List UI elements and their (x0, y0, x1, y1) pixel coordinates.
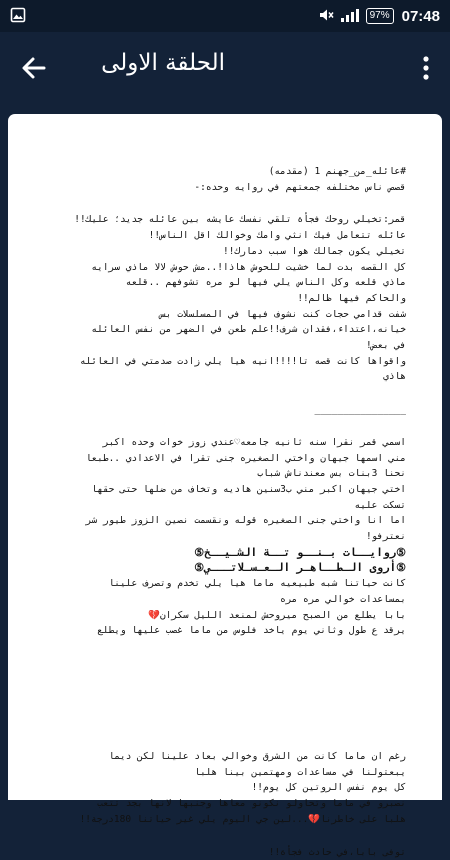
mute-icon (318, 7, 334, 26)
spacer (22, 639, 406, 749)
more-vertical-icon (416, 52, 436, 84)
doc-line: عائله تتعامل فيك انثي وامك وخوالك اقل الناس!! (22, 228, 406, 244)
doc-line: اسمي قمر نقرا سنه ثانيه جامعه♡عندي زوز خوات وحده اكبر (22, 435, 406, 451)
spacer (22, 418, 406, 435)
overflow-menu-button[interactable] (416, 52, 436, 84)
document-text (22, 164, 406, 860)
doc-line: كانت حياتنا شبه طبيعيه ماما هيا يلي تخدم وتصرف علينا (22, 576, 406, 592)
app-bar (0, 32, 450, 102)
doc-line: مني اسمها جيهان واختي الصغيره جنى تقرا في الاعدادي ..طبعا (22, 451, 406, 467)
doc-line: كل يوم نفس الروتين كل يوم!! (22, 780, 406, 796)
document-page[interactable] (8, 114, 442, 800)
doc-line: بمساعدات خوالي مره مره (22, 592, 406, 608)
clock: 07:48 (402, 8, 440, 25)
doc-line: شفت قدامي حجات كنت نشوف فيها في المسلسلات بس (22, 307, 406, 323)
doc-line: بابا يطلع من الصبح ميروحش لمنعد الليل سكران💔 (22, 608, 406, 624)
author-credit: ⑤أروى الـطــاهـر الـعـسـلاتـــي⑤ (22, 560, 406, 576)
doc-line: هاذي (22, 369, 406, 385)
status-right (318, 7, 440, 26)
doc-line: رغم ان ماما كانت من الشرق وخوالي بعاد علينا لكن ديما (22, 749, 406, 765)
section-divider: ________________ (22, 402, 406, 418)
doc-line: اختي جيهان اكبر مني ب3سنين هاديه وتخاف من ضلها حتى حقها (22, 482, 406, 498)
doc-line: يبعتولنا في مساعدات ومهتمين بينا هلبا (22, 765, 406, 781)
doc-line: هلبا على خاطرنا💔...لين جي اليوم يلي غير حياتنا 180درجة!! (22, 812, 406, 828)
status-bar (0, 0, 450, 32)
doc-line: ماذي قلعه وكل الناس يلي فيها لو مره تشوفهم ..قلعه (22, 275, 406, 291)
image-icon (10, 7, 26, 26)
spacer (22, 385, 406, 402)
spacer (22, 828, 406, 845)
author-credit: ⑤روايــات بـنــو تــة الشـيــخ⑤ (22, 545, 406, 561)
page-title: الحلقة الاولى (101, 50, 225, 76)
spacer (22, 195, 406, 212)
arrow-left-icon (18, 52, 50, 84)
battery-icon: 97% (366, 8, 394, 24)
doc-line: قصص ناس مختلفه جمعتهم في روايه وحده:- (22, 180, 406, 196)
doc-line: توفى بابا،في حادث فجأة!! (22, 845, 406, 860)
signal-icon (340, 7, 360, 26)
doc-line: تسكت عليه (22, 498, 406, 514)
doc-line: في بعض! (22, 338, 406, 354)
doc-line: نصبرو في ماما وتحاولو نكونو معاها وجنبها لانها بجد تتعب (22, 796, 406, 812)
doc-line: تخيلي يكون جمالك هوا سبب دمارك!! (22, 244, 406, 260)
doc-line: خيانه،اعتداء،فقدان شرف!!علم طعن في الضهر من نفس العائله (22, 322, 406, 338)
doc-line: والحاكم فيها ظالم!! (22, 291, 406, 307)
doc-line: نعترفو! (22, 529, 406, 545)
doc-line: واقواها كانت قصه تا!!!!انيه هيا يلي زادت صدمتي في العائله (22, 354, 406, 370)
doc-line: #عائله_من_جهنم 1 (مقدمه) (22, 164, 406, 180)
doc-line: كل القصه بدت لما خشيت للحوش هاذا!..مش حوش لالا ماذي سرايه (22, 260, 406, 276)
doc-line: قمر:تخيلي روحك فجأة تلقي نفسك عايشه بين عائله جديد؛ عليك!! (22, 212, 406, 228)
status-left (10, 7, 26, 26)
doc-line: نحنا 3بنات بس معندناش شباب (22, 466, 406, 482)
back-button[interactable] (18, 52, 50, 84)
doc-line: اما انا واختي جنى الصغيره قوله ونقسمت نصين الزوز طيور شر (22, 513, 406, 529)
doc-line: يرقد ع طول وثاني يوم ياخد فلوس من ماما غصب عليها ويطلع (22, 623, 406, 639)
